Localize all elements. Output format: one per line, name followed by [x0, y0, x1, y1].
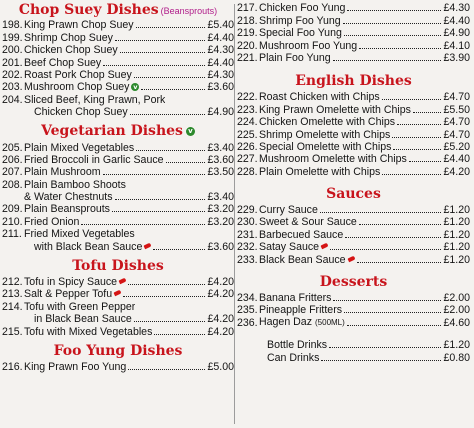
item-name: King Prawn Chop Suey [24, 19, 134, 32]
item-price: £4.30 [207, 68, 234, 81]
item-number: 236. [237, 316, 258, 329]
vegetarian-icon: v [186, 127, 195, 136]
item-price: £3.40 [207, 141, 234, 154]
item-name [24, 276, 126, 288]
item-number: 230. [237, 216, 258, 229]
item-price: £1.20 [443, 339, 470, 352]
menu-item [237, 116, 470, 128]
menu-item [237, 216, 470, 228]
menu-item [237, 153, 470, 165]
item-number: 204. [2, 93, 23, 106]
menu-item [2, 228, 234, 240]
section-title: Chop Suey Dishes [18, 2, 159, 18]
item-number: 223. [237, 103, 258, 116]
item-number: 231. [237, 228, 258, 241]
menu-item [2, 69, 234, 81]
dot-leader [359, 48, 441, 49]
dot-leader [103, 65, 205, 66]
item-name-text: Mushroom Chop Suey [24, 81, 130, 94]
dot-leader [112, 211, 206, 212]
menu-item [237, 316, 470, 328]
dot-leader [392, 137, 441, 138]
item-number: 201. [2, 56, 23, 69]
section-heading-vegetarian [2, 122, 234, 141]
item-price: £3.90 [443, 51, 470, 64]
item-number: 218. [237, 14, 258, 27]
dot-leader [359, 224, 442, 225]
item-name [24, 288, 121, 300]
item-price: £1.20 [443, 228, 470, 241]
item-name: in Black Bean Sauce [34, 313, 132, 326]
item-name: Special Omelette with Chips [259, 140, 392, 153]
item-name: King Prawn Omelette with Chips [259, 103, 411, 116]
section-gap [237, 329, 470, 339]
item-name: Can Drinks [267, 351, 320, 364]
menu-item [2, 300, 234, 312]
item-number: 234. [237, 292, 258, 305]
dot-leader [115, 40, 206, 41]
item-name: Plain Mushroom [24, 166, 101, 179]
drink-item [237, 339, 470, 351]
dot-leader [321, 360, 441, 361]
section-title: Desserts [319, 273, 388, 290]
section-heading-tofu [2, 257, 234, 276]
menu-item [237, 292, 470, 304]
item-number: 203. [2, 81, 23, 94]
item-number: 229. [237, 204, 258, 217]
dot-leader [136, 150, 205, 151]
dot-leader [329, 347, 441, 348]
item-name: Curry Sauce [259, 204, 318, 217]
item-number: 226. [237, 140, 258, 153]
menu-item-continued [2, 191, 234, 203]
item-name: Pineapple Fritters [259, 304, 343, 317]
item-name: Shrimp Chop Suey [24, 31, 113, 44]
dot-leader [166, 162, 206, 163]
item-name: Tofu with Green Pepper [24, 300, 136, 313]
dot-leader [344, 312, 441, 313]
item-number: 205. [2, 141, 23, 154]
item-name: Banana Fritters [259, 292, 332, 305]
menu-item [2, 154, 234, 166]
dot-leader [347, 10, 441, 11]
dot-leader [347, 325, 442, 326]
item-name: Mushroom Omelette with Chips [259, 153, 407, 166]
item-price: £3.20 [207, 215, 234, 228]
menu-item [2, 81, 234, 93]
column-divider [234, 4, 235, 424]
item-price: £4.70 [443, 128, 470, 141]
item-price: £3.60 [207, 81, 234, 94]
dot-leader [136, 27, 206, 28]
item-price: £5.40 [207, 19, 234, 32]
section-heading-foo-yung [2, 342, 234, 361]
item-number: 209. [2, 203, 23, 216]
dot-leader [333, 60, 442, 61]
menu-item [2, 19, 234, 31]
item-price: £4.40 [443, 153, 470, 166]
item-name: Roast Pork Chop Suey [24, 68, 132, 81]
item-price: £2.00 [443, 304, 470, 317]
menu-item [2, 178, 234, 190]
item-price: £3.50 [207, 166, 234, 179]
item-number: 235. [237, 304, 258, 317]
menu-item-continued [2, 313, 234, 325]
item-number: 225. [237, 128, 258, 141]
item-name: Mushroom Foo Yung [259, 39, 358, 52]
menu-item [2, 141, 234, 153]
section-gap [237, 266, 470, 273]
item-price: £4.40 [207, 31, 234, 44]
item-name: Plain Mixed Vegetables [24, 141, 135, 154]
item-number: 216. [2, 360, 23, 373]
item-price: £4.20 [207, 313, 234, 326]
item-price: £4.90 [443, 27, 470, 40]
item-name: Plain Bamboo Shoots [24, 178, 126, 191]
item-price: £0.80 [443, 351, 470, 364]
dot-leader [393, 149, 441, 150]
item-price: £3.20 [207, 203, 234, 216]
menu-item [2, 361, 234, 373]
item-price: £2.00 [443, 292, 470, 305]
menu-item [237, 2, 470, 14]
chili-icon [321, 243, 329, 250]
item-name: Plain Foo Yung [259, 51, 331, 64]
item-price: £3.60 [207, 153, 234, 166]
menu-item [2, 56, 234, 68]
item-name: Chicken Omelette with Chips [259, 116, 396, 129]
item-name-text: Satay Sauce [259, 241, 320, 254]
item-number: 233. [237, 253, 258, 266]
menu-item-continued [2, 106, 234, 118]
menu-item [237, 141, 470, 153]
item-price: £4.20 [443, 165, 470, 178]
item-number: 202. [2, 68, 23, 81]
section-title: Foo Yung Dishes [53, 342, 183, 359]
item-number: 217. [237, 2, 258, 15]
menu-item [237, 165, 470, 177]
menu-item [237, 204, 470, 216]
menu-column-right [237, 2, 470, 364]
menu-item [237, 14, 470, 26]
item-name: Sliced Beef, King Prawn, Pork [24, 93, 166, 106]
item-price: £4.70 [443, 116, 470, 129]
item-price: £3.40 [207, 191, 234, 204]
item-number: 199. [2, 31, 23, 44]
dot-leader [413, 112, 442, 113]
item-name: Chicken Foo Yung [259, 2, 346, 15]
item-number: 210. [2, 215, 23, 228]
item-price: £1.20 [443, 241, 470, 254]
dot-leader [128, 369, 205, 370]
item-number: 220. [237, 39, 258, 52]
item-price: £5.50 [443, 103, 470, 116]
vegetarian-icon: v [133, 83, 138, 92]
item-name-text: Hagen Daz [259, 315, 312, 328]
menu-item [237, 128, 470, 140]
item-number: 215. [2, 325, 23, 338]
dot-leader [320, 212, 442, 213]
chili-icon [119, 278, 127, 285]
item-number: 200. [2, 44, 23, 57]
menu-item [2, 276, 234, 288]
dot-leader [128, 284, 205, 285]
item-name [259, 316, 345, 329]
dot-leader [153, 249, 205, 250]
dot-leader [344, 35, 442, 36]
item-number: 208. [2, 178, 23, 191]
menu-item [2, 325, 234, 337]
dot-leader [345, 237, 441, 238]
section-gap [237, 64, 470, 72]
item-price: £1.20 [443, 216, 470, 229]
item-number: 222. [237, 91, 258, 104]
menu-item [2, 93, 234, 105]
menu-item [237, 39, 470, 51]
item-name: Roast Chicken with Chips [259, 91, 380, 104]
menu-item [237, 103, 470, 115]
dot-leader [357, 262, 442, 263]
menu-item [2, 288, 234, 300]
section-title: Sauces [326, 185, 381, 202]
dot-leader [120, 52, 206, 53]
dot-leader [333, 300, 441, 301]
dot-leader [382, 174, 441, 175]
item-number: 211. [2, 228, 22, 241]
menu-item [237, 253, 470, 265]
item-price: £3.60 [207, 240, 234, 253]
item-name: Bottle Drinks [267, 339, 328, 352]
section-title: Tofu Dishes [72, 257, 164, 274]
item-number: 232. [237, 241, 258, 254]
item-price: £4.10 [443, 39, 470, 52]
item-name [24, 241, 151, 253]
item-name-text: with Black Bean Sauce [34, 240, 143, 253]
section-note: (Beansprouts) [160, 6, 218, 16]
item-name: Chicken Chop Suey [34, 106, 128, 119]
item-name: Chicken Chop Suey [24, 44, 118, 57]
dot-leader [154, 334, 205, 335]
dot-leader [115, 199, 206, 200]
menu-item [2, 44, 234, 56]
chili-icon [144, 242, 152, 249]
item-price: £4.30 [207, 44, 234, 57]
section-heading-desserts [237, 273, 470, 292]
item-price: £4.20 [207, 276, 234, 289]
dot-leader [141, 89, 205, 90]
dot-leader [130, 114, 206, 115]
item-name-text: Black Bean Sauce [259, 253, 346, 266]
section-gap [237, 178, 470, 185]
item-number: 206. [2, 153, 23, 166]
dot-leader [409, 161, 442, 162]
chili-icon [114, 290, 122, 297]
item-name [259, 254, 355, 266]
item-number: 207. [2, 166, 23, 179]
item-price: £4.60 [443, 316, 470, 329]
dot-leader [397, 124, 441, 125]
item-price: £4.40 [443, 14, 470, 27]
menu-item [237, 27, 470, 39]
item-price: £4.70 [443, 91, 470, 104]
dot-leader [81, 224, 205, 225]
item-name: King Prawn Foo Yung [24, 360, 127, 373]
dot-leader [382, 99, 442, 100]
item-name: Plain Beansprouts [24, 203, 110, 216]
item-number: 221. [237, 51, 258, 64]
menu-item [2, 31, 234, 43]
item-price: £1.20 [443, 253, 470, 266]
item-number: 219. [237, 27, 258, 40]
item-name: Tofu with Mixed Vegetables [24, 325, 153, 338]
item-price: £1.20 [443, 204, 470, 217]
dot-leader [343, 23, 442, 24]
menu-item-continued [2, 240, 234, 252]
dot-leader [123, 296, 205, 297]
menu-item [237, 52, 470, 64]
menu-item [237, 241, 470, 253]
item-name: Fried Mixed Vegetables [24, 228, 135, 241]
item-name: Plain Omelette with Chips [259, 165, 381, 178]
item-number: 224. [237, 116, 258, 129]
item-name: Shrimp Foo Yung [259, 14, 341, 27]
menu-column-left [2, 2, 234, 373]
dot-leader [134, 321, 206, 322]
item-price: £4.90 [207, 106, 234, 119]
item-price: £4.40 [207, 56, 234, 69]
item-name: Sweet & Sour Sauce [259, 216, 357, 229]
item-name-text: Salt & Pepper Tofu [24, 288, 113, 301]
item-number: 227. [237, 153, 258, 166]
chili-icon [347, 255, 355, 262]
item-name: Fried Broccoli in Garlic Sauce [24, 153, 164, 166]
drink-item [237, 351, 470, 363]
item-price: £4.30 [443, 2, 470, 15]
menu-item [237, 228, 470, 240]
item-number: 213. [2, 288, 23, 301]
item-name [259, 241, 328, 253]
dot-leader [134, 77, 206, 78]
section-title: English Dishes [295, 72, 412, 89]
section-heading-chop-suey [2, 2, 234, 19]
item-name: Barbecued Sauce [259, 228, 344, 241]
item-name: & Water Chestnuts [24, 191, 113, 204]
item-number: 214. [2, 300, 23, 313]
item-number: 228. [237, 165, 258, 178]
menu-item [2, 166, 234, 178]
item-name [24, 81, 139, 93]
dot-leader [330, 249, 441, 250]
item-note: (500ML) [315, 317, 345, 327]
item-price: £4.20 [207, 325, 234, 338]
menu-item [237, 91, 470, 103]
item-name: Beef Chop Suey [24, 56, 102, 69]
item-price: £5.00 [207, 360, 234, 373]
item-name: Shrimp Omelette with Chips [259, 128, 391, 141]
section-heading-sauces [237, 185, 470, 204]
item-number: 198. [2, 19, 23, 32]
item-name: Special Foo Yung [259, 27, 342, 40]
section-title: Vegetarian Dishes [41, 123, 183, 140]
item-name: Fried Onion [24, 215, 80, 228]
menu-item [237, 304, 470, 316]
dot-leader [103, 174, 206, 175]
item-number: 212. [2, 276, 23, 289]
item-price: £5.20 [443, 140, 470, 153]
menu-item [2, 203, 234, 215]
menu-item [2, 215, 234, 227]
section-heading-english [237, 72, 470, 91]
item-name-text: Tofu in Spicy Sauce [24, 276, 118, 289]
item-price: £4.20 [207, 288, 234, 301]
